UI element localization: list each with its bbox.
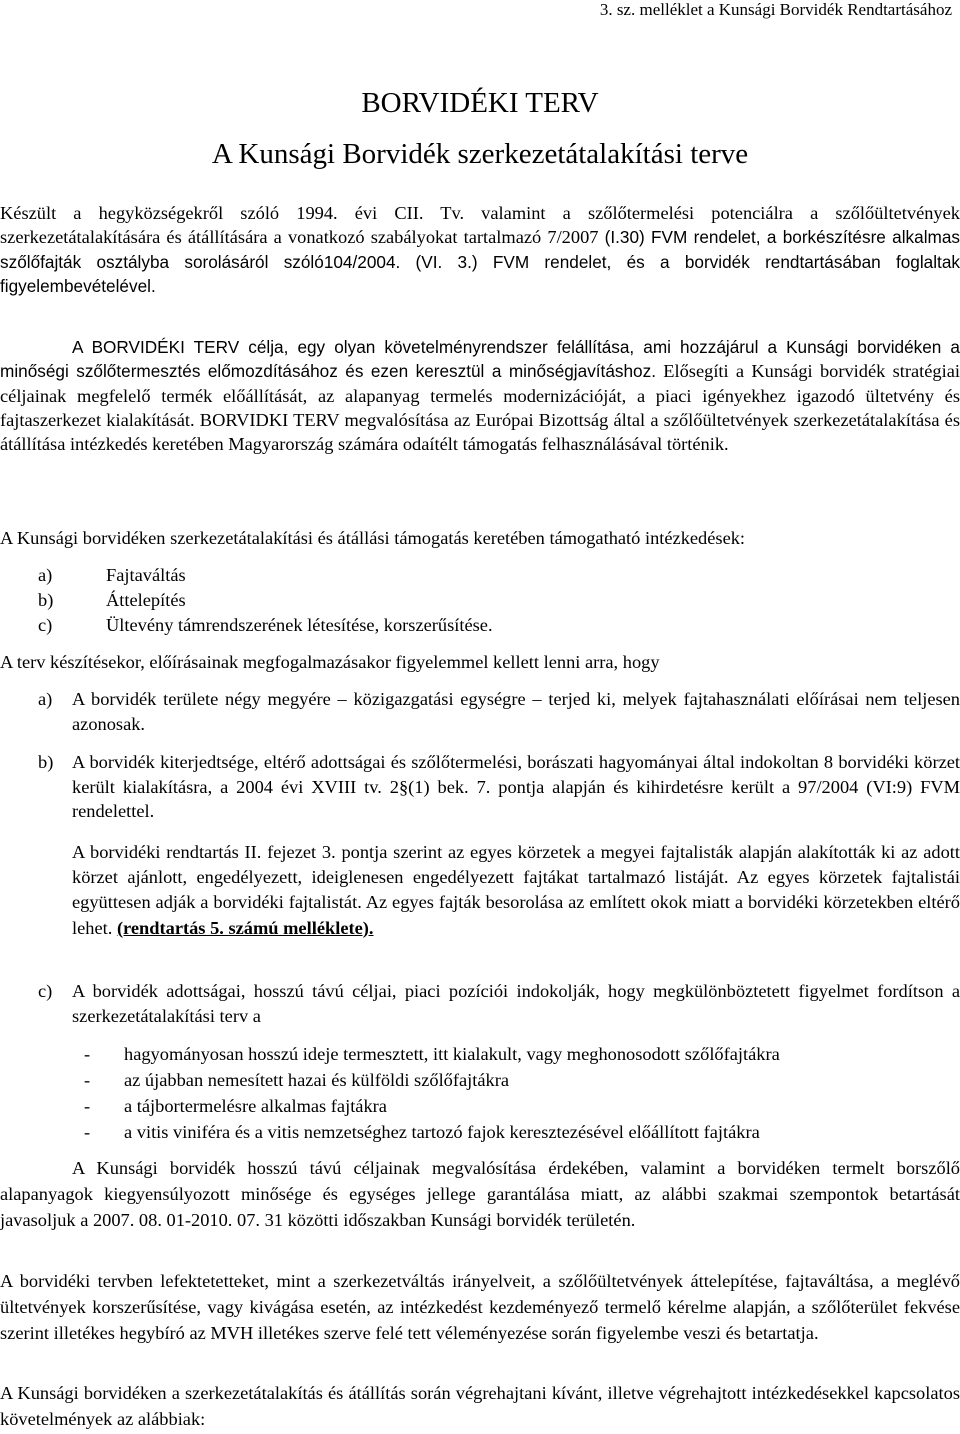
measures-intro: A Kunsági borvidéken szerkezetátalakítási és átállási támogatás keretében támogatható intézkedések:	[0, 528, 746, 548]
implementation-paragraph: A borvidéki tervben lefektetetteket, mint a szerkezetváltás irányelveit, a szőlőültetvények áttelepítése, fajtaváltása, a meglévő ültetvények korszerűsítése, vagy kivágása esetén, az intézkedést kezdeményező termelő kérelme alapján, a szőlőterület fekvése szerint illetékes hegybíró az MVH illetékes szerve felé tett véleményezése során figyelembe veszi és betartatja.	[0, 1271, 960, 1343]
document-subtitle: A Kunsági Borvidék szerkezetátalakítási terve	[211, 138, 749, 170]
purpose-paragraph	[0, 335, 960, 456]
intro-text-sans: (I.30) FVM rendelet, a borkészítésre alkalmas szőlőfajták osztályba sorolásáról szóló104/2004. (VI. 3.) FVM rendelet, és a borvidék rendtartásában foglaltak figyelembevételével.	[0, 227, 960, 296]
list-item-text: a vitis viniféra és a vitis nemzetséghez tartozó fajok keresztezésével előállított fajtákra	[124, 1122, 760, 1142]
measure-text: Fajtaváltás	[106, 565, 186, 585]
considerations-intro: A terv készítésekor, előírásainak megfogalmazásakor figyelemmel kellett lenni arra, hogy	[0, 652, 660, 672]
list-item-text: a tájbortermelésre alkalmas fajtákra	[124, 1096, 387, 1116]
condition-text: A borvidék kiterjedtsége, eltérő adottságai és szőlőtermelési, borászati hagyományai által indokoltan 8 borvidéki körzet került kialakításra, a 2004 évi XVIII tv. 2§(1) bek. 7. pontja alapján és kihirdetésre került a 97/2004 (VI:9) FVM rendelettel.	[72, 752, 960, 822]
list-item-text: hagyományosan hosszú ideje termesztett, itt kialakult, vagy meghonosodott szőlőfajtákra	[124, 1044, 780, 1064]
dash-bullet: -	[84, 1070, 91, 1090]
measure-label: b)	[38, 590, 54, 610]
purpose-text-serif: Elősegíti a Kunsági borvidék stratégiai céljainak megfelelő termék előállítását, az alapanyag termelés modernizációját, a piaci igényekhez igazodó ültetvény és fajtaszerkezet kialakítását. BORVIDKI TERV megvalósítása az Európai Bizottság által a szőlőültetvények szerkezetátalakítása és átállítása intézkedés keretében Magyarország számára odaítélt támogatás felhasználásával történik.	[0, 361, 960, 455]
condition-b-detail	[72, 840, 960, 941]
dash-bullet: -	[84, 1122, 91, 1142]
measure-label: a)	[38, 565, 53, 585]
list-item-text: az újabban nemesített hazai és külföldi szőlőfajtákra	[124, 1070, 510, 1090]
dash-bullet: -	[84, 1044, 91, 1064]
page-header: 3. sz. melléklet a Kunsági Borvidék Rendtartásához	[599, 0, 952, 19]
condition-text: A borvidék adottságai, hosszú távú céljai, piaci pozíciói indokolják, hogy megkülönböztetett figyelmet fordítson a szerkezetátalakítási terv a	[72, 981, 960, 1026]
condition-label: a)	[38, 689, 53, 709]
dash-bullet: -	[84, 1096, 91, 1116]
condition-c	[38, 979, 960, 1028]
measure-label: c)	[38, 615, 53, 635]
condition-a	[38, 687, 960, 736]
condition-label: c)	[38, 981, 53, 1001]
annex-reference: (rendtartás 5. számú melléklete).	[116, 917, 374, 938]
condition-label: b)	[38, 752, 54, 772]
condition-b	[38, 750, 960, 824]
purpose-text-sans: A BORVIDÉKI TERV célja, egy olyan követelményrendszer felállítása, ami hozzájárul a Kunsági borvidéken a minőségi szőlőtermesztés előmozdításához és ezen keresztül a minőségjavításhoz.	[0, 337, 960, 382]
requirements-intro: A Kunsági borvidéken a szerkezetátalakítás és átállítás során végrehajtani kívánt, illetve végrehajtott intézkedésekkel kapcsolatos követelmények az alábbiak:	[0, 1383, 960, 1429]
condition-b-detail-text: A borvidéki rendtartás II. fejezet 3. pontja szerint az egyes körzetek a megyei fajtalisták alapján alakították ki az adott körzet ajánlott, engedélyezett, ideiglenesen engedélyezett fajtákat tartalmazó listáját. Az egyes körzetek fajtalistái együttesen adják a borvidéki fajtalistát. Az egyes fajták besorolása az említett okok miatt a borvidéki körzetekben eltérő lehet.	[72, 842, 960, 938]
measure-text: Ültevény támrendszerének létesítése, korszerűsítése.	[106, 615, 493, 635]
goals-paragraph: A Kunsági borvidék hosszú távú céljainak megvalósítása érdekében, valamint a borvidéken termelt borszőlő alapanyagok kiegyensúlyozott minősége és egységes jellege garantálása miatt, az alábbi szakmai szempontok betartását javasoljuk a 2007. 08. 01-2010. 07. 31 közötti időszakban Kunsági borvidék területén.	[0, 1158, 960, 1230]
intro-text-serif: Készült a hegyközségekről szóló 1994. évi CII. Tv. valamint a szőlőtermelési potenciálra a szőlőültetvények szerkezetátalakítására és átállítására a vonatkozó szabályokat tartalmazó 7/2007	[0, 203, 960, 248]
intro-paragraph	[0, 201, 960, 298]
measure-text: Áttelepítés	[106, 590, 186, 610]
document-title: BORVIDÉKI TERV	[361, 87, 599, 119]
condition-text: A borvidék területe négy megyére – közigazgatási egységre – terjed ki, melyek fajtahasználati előírásai nem teljesen azonosak.	[72, 689, 960, 734]
